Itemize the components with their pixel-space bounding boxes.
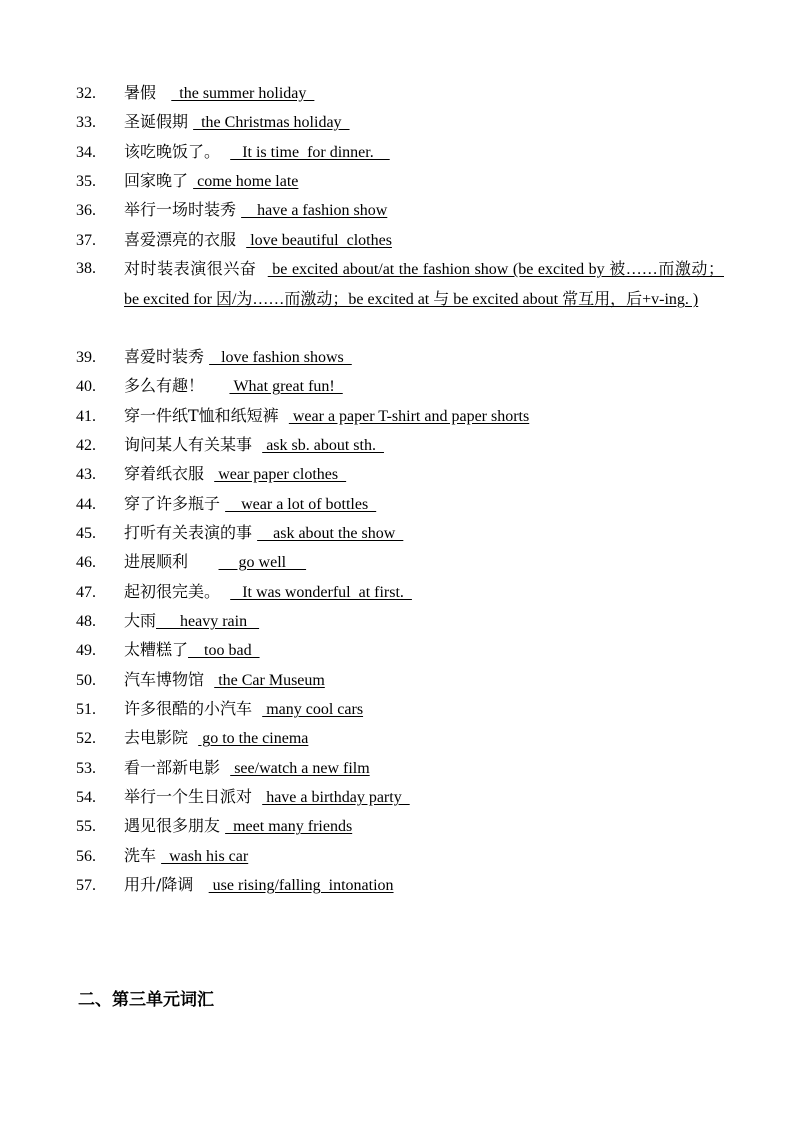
list-item (76, 78, 726, 108)
list-item (76, 606, 726, 636)
item-chinese: 多么有趣！ (124, 376, 205, 395)
item-chinese: 看一部新电影 (124, 758, 221, 777)
list-item (76, 489, 726, 519)
list-item (76, 342, 726, 372)
list-item (76, 694, 726, 724)
item-answer: see/watch a new film (230, 760, 370, 777)
item-number: 43. (76, 466, 96, 483)
item-chinese: 汽车博物馆 (124, 670, 205, 689)
list-item (76, 254, 724, 315)
item-number: 37. (76, 232, 96, 249)
item-number: 46. (76, 554, 96, 571)
item-number: 55. (76, 818, 96, 835)
list-item (76, 577, 726, 607)
list-item (76, 870, 726, 900)
item-gap (252, 435, 262, 454)
item-chinese: 大雨 (124, 611, 157, 630)
item-chinese: 遇见很多朋友 (124, 816, 221, 835)
item-answer: heavy rain (156, 613, 260, 630)
item-number: 54. (76, 789, 96, 806)
item-chinese: 圣诞假期 (124, 112, 189, 131)
item-gap (256, 259, 267, 278)
item-chinese: 穿了许多瓶子 (124, 494, 221, 513)
item-gap (204, 464, 214, 483)
list-item (76, 430, 726, 460)
item-gap (279, 406, 289, 425)
list-item (76, 371, 726, 401)
list-item (76, 723, 726, 753)
item-chinese: 穿一件纸T恤和纸短裤 (124, 406, 279, 425)
item-number: 33. (76, 114, 96, 131)
list-item (76, 841, 726, 871)
item-answer: use rising/falling intonation (208, 877, 394, 894)
list-item (76, 811, 726, 841)
list-item (76, 195, 726, 225)
section-heading: 二、第三单元词汇 (78, 990, 214, 1010)
item-answer: wear a lot of bottles (225, 496, 377, 513)
list-item (76, 107, 726, 137)
list-item (76, 782, 726, 812)
item-chinese: 举行一个生日派对 (124, 787, 253, 806)
item-chinese: 举行一场时装秀 (124, 200, 237, 219)
item-chinese: 起初很完美。 (124, 582, 221, 601)
item-chinese: 太糟糕了 (124, 640, 189, 659)
item-gap (236, 230, 246, 249)
item-answer: the Christmas holiday (193, 114, 350, 131)
item-number: 53. (76, 760, 96, 777)
item-chinese: 许多很酷的小汽车 (124, 699, 253, 718)
item-chinese: 该吃晚饭了。 (124, 142, 221, 161)
item-answer: go to the cinema (198, 730, 309, 747)
item-number: 50. (76, 672, 96, 689)
item-answer: ask sb. about sth. (262, 437, 384, 454)
item-answer: be excited about/at the fashion show (be excited by 被……而激动；be excited for 因/为……而激动；be excited at 与 be excited about 常互用，后+v-ing. ) (124, 261, 724, 309)
list-item (76, 401, 726, 431)
item-chinese: 喜爱时装秀 (124, 347, 205, 366)
item-number: 49. (76, 642, 96, 659)
item-answer: meet many friends (225, 818, 353, 835)
item-number: 39. (76, 349, 96, 366)
item-number: 35. (76, 173, 96, 190)
item-answer: the Car Museum (214, 672, 325, 689)
item-gap (252, 787, 262, 806)
item-number: 34. (76, 144, 96, 161)
item-number: 44. (76, 496, 96, 513)
item-answer: wash his car (161, 848, 249, 865)
item-number: 51. (76, 701, 96, 718)
item-answer: go well (218, 554, 307, 571)
item-number: 57. (76, 877, 96, 894)
list-item (76, 665, 726, 695)
item-chinese: 对时装表演很兴奋 (124, 259, 257, 278)
item-chinese: 去电影院 (124, 728, 189, 747)
item-number: 38. (76, 260, 96, 277)
item-number: 52. (76, 730, 96, 747)
item-answer: love fashion shows (209, 349, 352, 366)
item-number: 32. (76, 85, 96, 102)
item-gap (220, 758, 230, 777)
item-answer: too bad (188, 642, 260, 659)
item-answer: come home late (193, 173, 299, 190)
list-item (76, 547, 726, 577)
item-number: 36. (76, 202, 96, 219)
item-answer: have a birthday party (262, 789, 410, 806)
item-gap (204, 376, 229, 395)
item-gap (204, 670, 214, 689)
list-item (76, 518, 726, 548)
item-gap (188, 552, 219, 571)
item-gap (220, 142, 230, 161)
item-gap (252, 699, 262, 718)
item-chinese: 喜爱漂亮的衣服 (124, 230, 237, 249)
item-answer: What great fun! (229, 378, 343, 395)
item-chinese: 打听有关表演的事 (124, 523, 253, 542)
item-number: 40. (76, 378, 96, 395)
item-answer: many cool cars (262, 701, 364, 718)
item-chinese: 询问某人有关某事 (124, 435, 253, 454)
list-item (76, 225, 726, 255)
item-number: 45. (76, 525, 96, 542)
item-number: 42. (76, 437, 96, 454)
list-item (76, 166, 726, 196)
item-answer: love beautiful clothes (246, 232, 392, 249)
list-item (76, 459, 726, 489)
item-number: 41. (76, 408, 96, 425)
item-chinese: 穿着纸衣服 (124, 464, 205, 483)
item-gap (188, 728, 198, 747)
item-number: 48. (76, 613, 96, 630)
item-number: 56. (76, 848, 96, 865)
list-item (76, 753, 726, 783)
list-item (76, 137, 726, 167)
item-gap (220, 582, 230, 601)
item-answer: ask about the show (257, 525, 404, 542)
item-gap (156, 83, 171, 102)
list-item (76, 635, 726, 665)
item-answer: wear a paper T-shirt and paper shorts (288, 408, 530, 425)
item-answer: wear paper clothes (214, 466, 347, 483)
item-answer: the summer holiday (171, 85, 315, 102)
item-answer: It is time for dinner. (230, 144, 390, 161)
item-chinese: 回家晚了 (124, 171, 189, 190)
item-chinese: 用升/降调 (124, 875, 194, 894)
item-number: 47. (76, 584, 96, 601)
item-chinese: 洗车 (124, 846, 157, 865)
item-gap (193, 875, 208, 894)
item-answer: have a fashion show (241, 202, 388, 219)
item-chinese: 暑假 (124, 83, 157, 102)
item-chinese: 进展顺利 (124, 552, 189, 571)
item-answer: It was wonderful at first. (230, 584, 412, 601)
